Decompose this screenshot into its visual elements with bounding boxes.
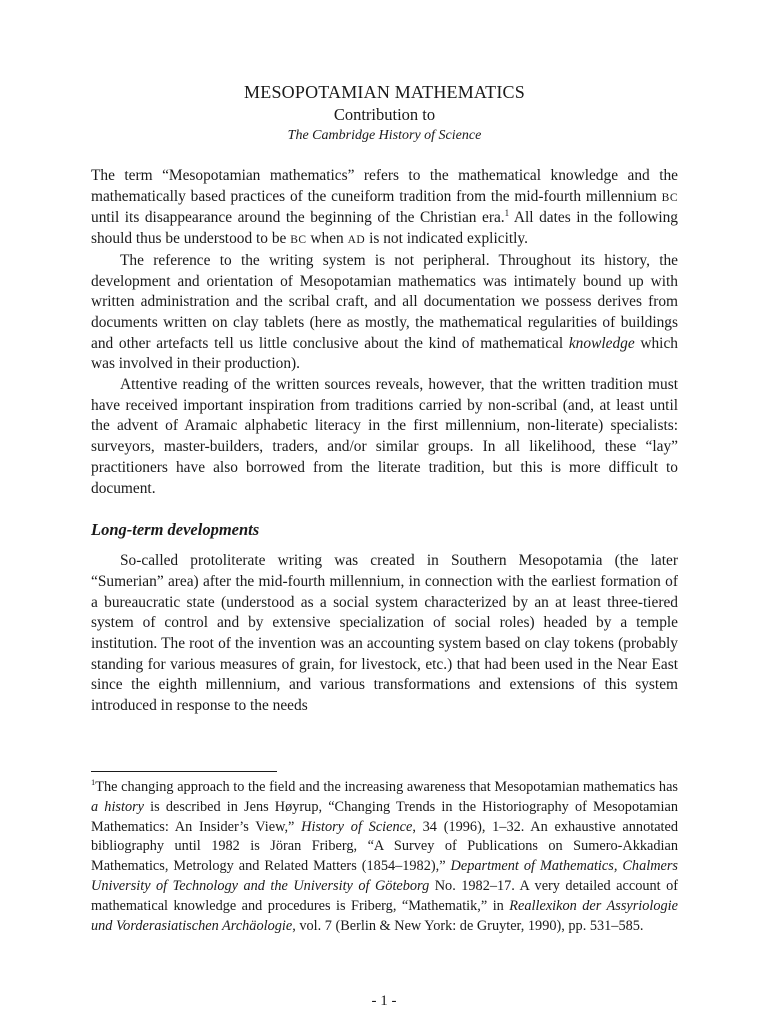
page-body <box>91 80 678 717</box>
subtitle: Contribution to <box>333 105 436 124</box>
paragraph-4: So-called protoliterate writing was created in Southern Mesopotamia (the later “Sumerian” area) after the mid-fourth millennium, in connection with the earliest formation of a bureaucratic state (understood as a social system characterized by an at least three-tiered system of control and by extensive specialization of social roles) headed by a temple institution. The root of the invention was an accounting system based on clay tokens (probably standing for various measures of grain, for livestock, etc.) that had been used in the Near East since the eighth millennium, and various transformations and extensions of this system introduced in response to the needs <box>91 552 678 715</box>
venue-title: The Cambridge History of Science <box>287 128 482 143</box>
paragraph-1: The term “Mesopotamian mathematics” refers to the mathematical knowledge and the mathematically based practices of the cuneiform tradition from the mid-fourth millennium BC until its disappearance around the beginning of the Christian era.$^1$ All dates in the following should thus be understood to be BC when AD is not indicated explicitly. <box>91 167 678 248</box>
page-title: MESOPOTAMIAN MATHEMATICS <box>244 82 525 102</box>
paragraph-3: Attentive reading of the written sources reveals, however, that the written tradition must have received important inspiration from traditions carried by non-scribal (and, at least until the advent of Aramaic alphabetic literacy in the first millennium, non-literate) specialists: surveyors, master-builders, traders, and/or similar groups. In all likelihood, these “lay” practitioners have also borrowed from the literate tradition, but this is more difficult to document. <box>91 376 678 497</box>
footnote-divider <box>91 771 277 772</box>
footnote-1: $^1$The changing approach to the field and the increasing awareness that Mesopotamian mathematics has a history is described in Jens Høyrup, “Changing Trends in the Historiography of Mesopotamian Mathematics: An Insider’s View,” History of Science, 34 (1996), 1–32. An exhaustive annotated bibliography until 1982 is Jöran Friberg, “A Survey of Publications on Sumero-Akkadian Mathematics, Metrology and Related Matters (1854–1982),” Department of Mathematics, Chalmers University of Technology and the University of Göteborg No. 1982–17. A very detailed account of mathematical knowledge and procedures is Friberg, “Mathematik,” in Reallexikon der Assyriologie und Vorderasiatischen Archäologie, vol. 7 (Berlin & New York: de Gruyter, 1990), pp. 531–585. <box>91 777 679 934</box>
page-number: - 1 - <box>371 993 397 1009</box>
paragraph-2: The reference to the writing system is not peripheral. Throughout its history, the development and orientation of Mesopotamian mathematics was intimately bound up with written administration and the scribal craft, and all documentation we possess derives from documents written on clay tablets (here as mostly, the mathematical regularities of buildings and other artefacts tell us little conclusive about the kind of mathematical knowledge which was involved in their production). <box>91 251 678 373</box>
footnote-marker[interactable]: 1 <box>504 208 510 219</box>
section-heading: Long-term developments <box>91 520 260 540</box>
